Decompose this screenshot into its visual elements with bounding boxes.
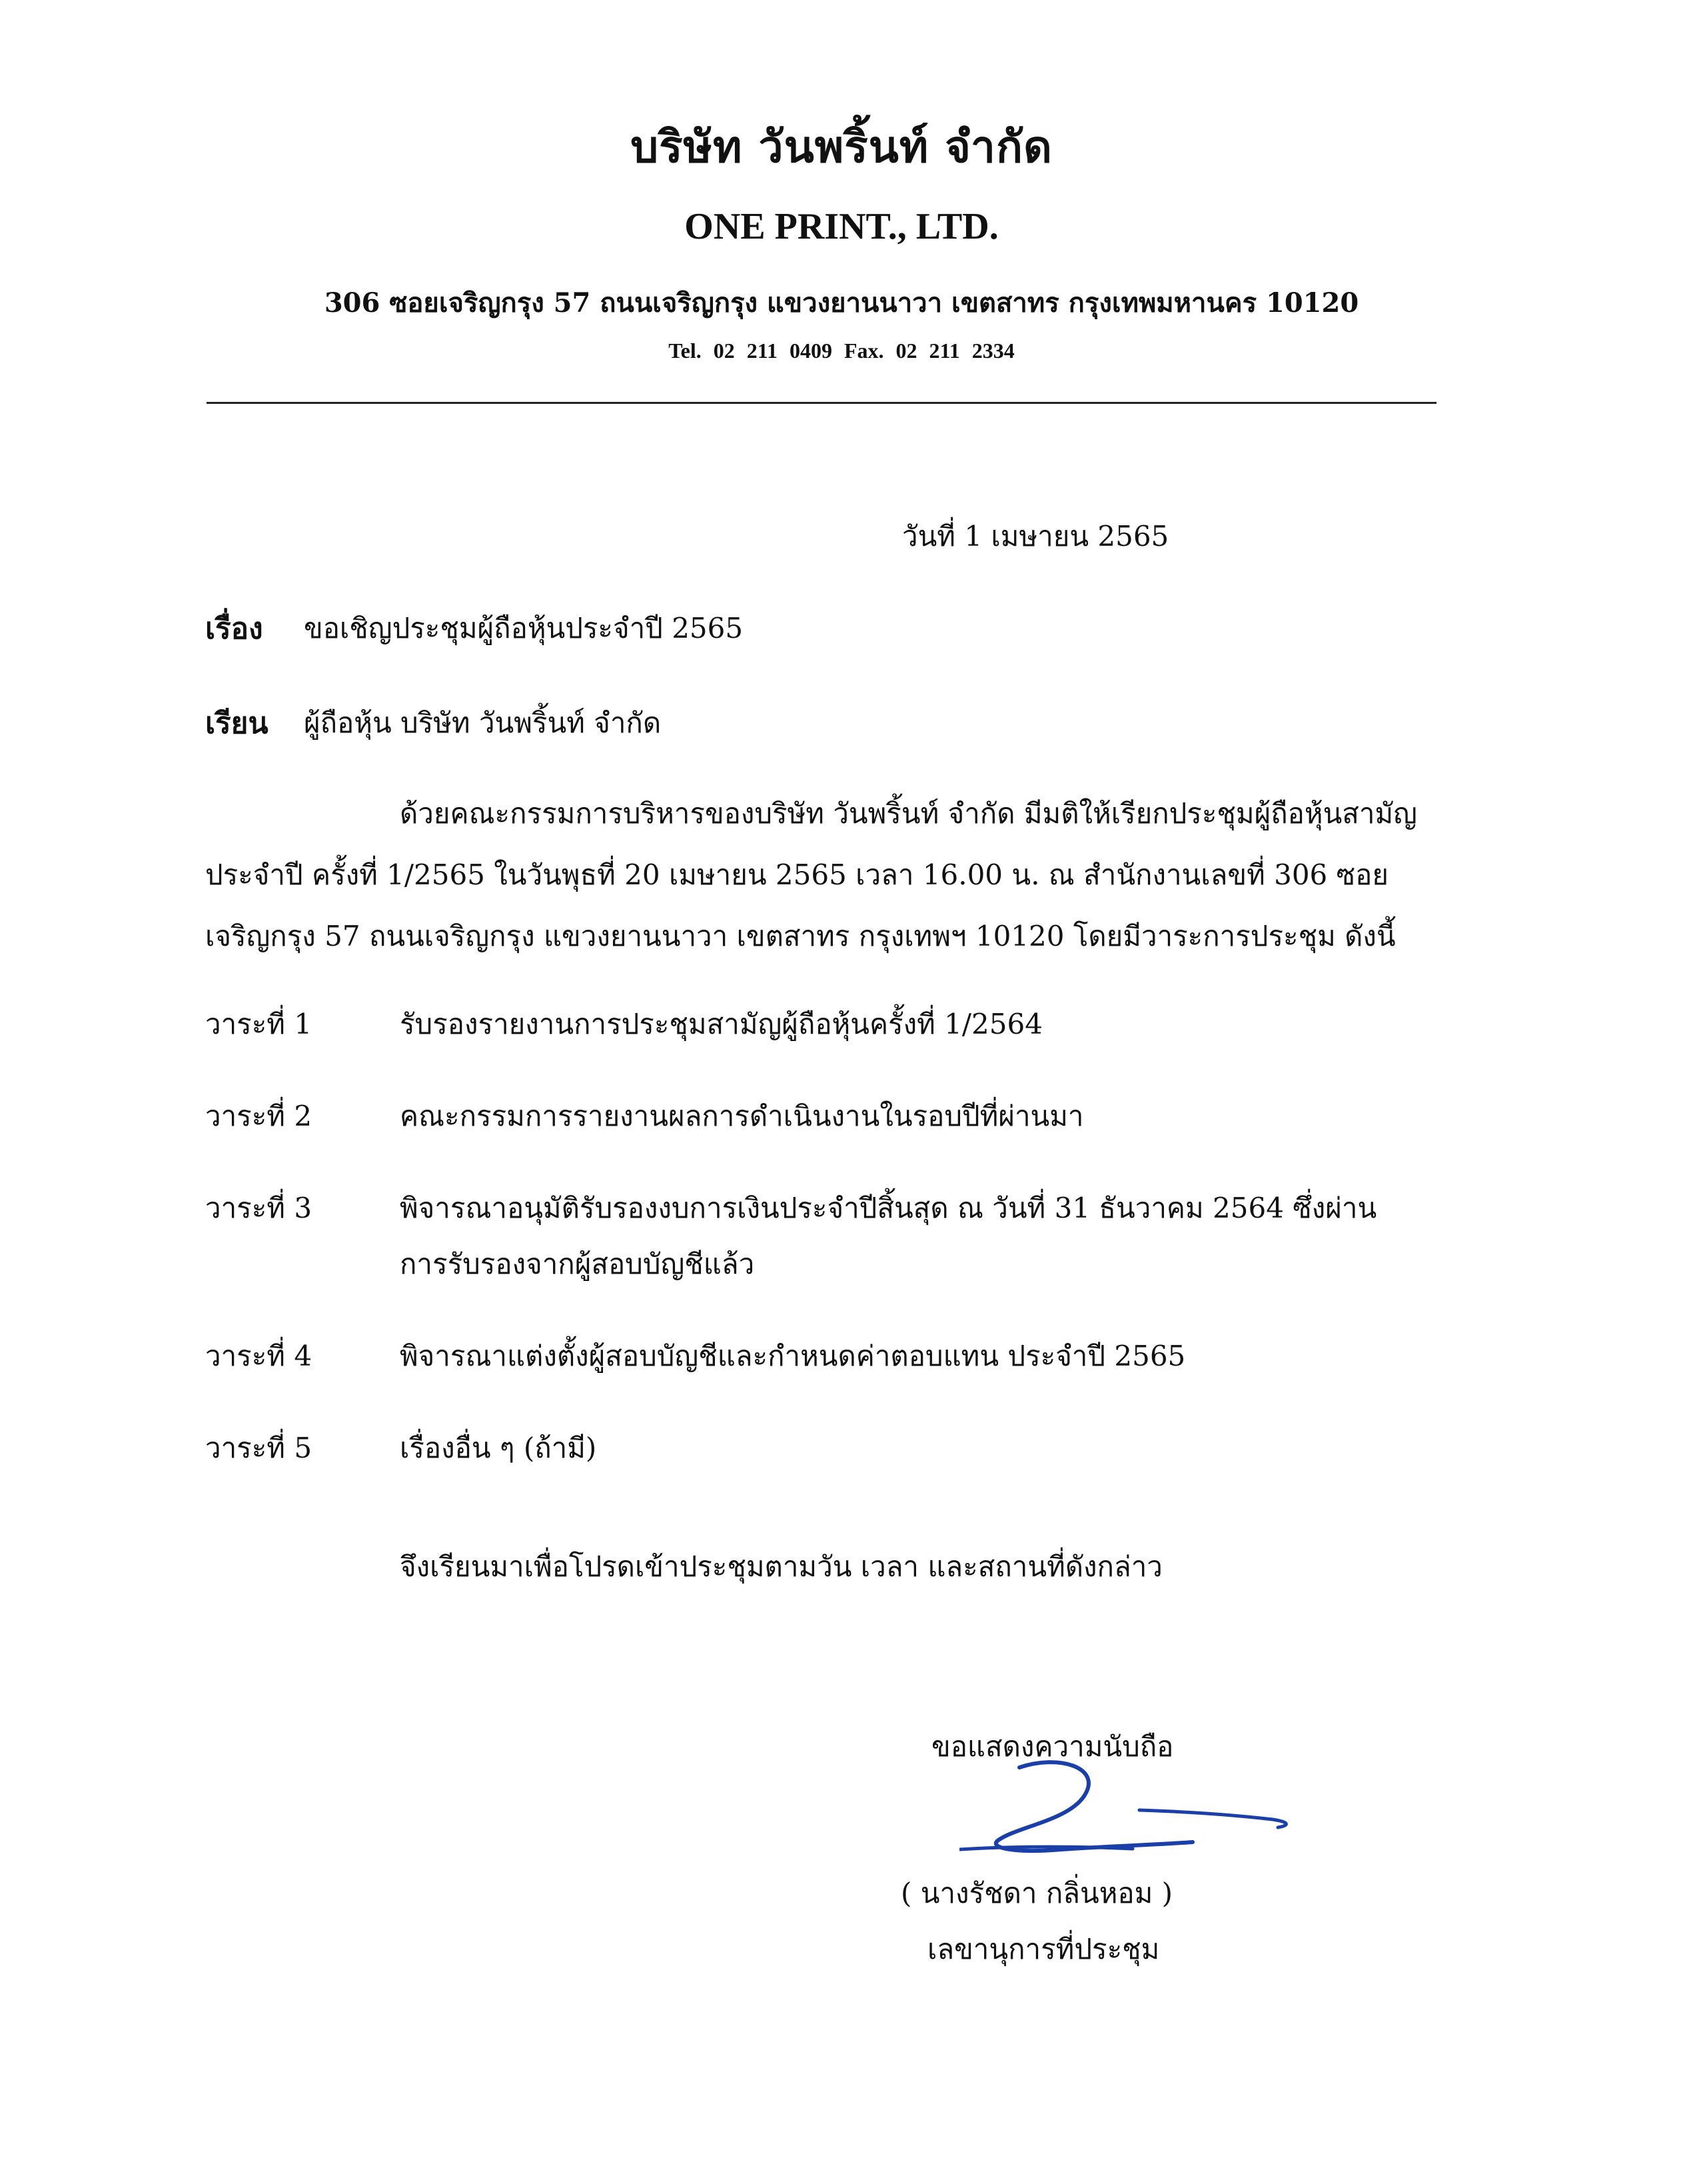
agenda-item-text: คณะกรรมการรายงานผลการดำเนินงานในรอบปีที่ผ่านมา (400, 1100, 1084, 1132)
agenda-label: วาระที่ 5 (205, 1432, 312, 1464)
subject-label: เรื่อง (205, 612, 263, 646)
agenda-item-text: รับรองรายงานการประชุมสามัญผู้ถือหุ้นครั้งที่ 1/2564 (400, 1008, 1043, 1040)
company-name-english: ONE PRINT., LTD. (684, 206, 999, 247)
company-address: 306 ซอยเจริญกรุง 57 ถนนเจริญกรุง แขวงยานนาวา เขตสาทร กรุงเทพมหานคร 10120 (324, 287, 1359, 319)
agenda-label: วาระที่ 4 (205, 1340, 312, 1372)
body-line: เจริญกรุง 57 ถนนเจริญกรุง แขวงยานนาวา เขตสาทร กรุงเทพฯ 10120 โดยมีวาระการประชุม ดังนี้ (205, 920, 1396, 952)
closing-request: จึงเรียนมาเพื่อโปรดเข้าประชุมตามวัน เวลา และสถานที่ดังกล่าว (400, 1550, 1163, 1583)
company-contact: Tel. 02 211 0409 Fax. 02 211 2334 (668, 339, 1015, 363)
signer-name: ( นางรัชดา กลิ่นหอม ) (901, 1877, 1173, 1909)
body-line: ด้วยคณะกรรมการบริหารของบริษัท วันพริ้นท์ จำกัด มีมติให้เรียกประชุมผู้ถือหุ้นสามัญ (400, 797, 1417, 830)
agenda-item-text: พิจารณาแต่งตั้งผู้สอบบัญชีและกำหนดค่าตอบแทน ประจำปี 2565 (400, 1340, 1186, 1372)
agenda-label: วาระที่ 3 (205, 1192, 312, 1224)
agenda-item-text: พิจารณาอนุมัติรับรองงบการเงินประจำปีสิ้นสุด ณ วันที่ 31 ธันวาคม 2564 ซึ่งผ่าน (400, 1192, 1377, 1224)
addressee-label: เรียน (205, 706, 269, 740)
signer-title: เลขานุการที่ประชุม (927, 1933, 1160, 1965)
letterhead-divider (207, 402, 1436, 404)
addressee-text: ผู้ถือหุ้น บริษัท วันพริ้นท์ จำกัด (304, 706, 662, 739)
closing-regards: ขอแสดงความนับถือ (931, 1730, 1174, 1763)
body-line: ประจำปี ครั้งที่ 1/2565 ในวันพุธที่ 20 เมษายน 2565 เวลา 16.00 น. ณ สำนักงานเลขที่ 306 ซอย (205, 858, 1389, 891)
company-name-thai: บริษัท วันพริ้นท์ จำกัด (630, 121, 1053, 173)
agenda-item-text: การรับรองจากผู้สอบบัญชีแล้ว (400, 1248, 755, 1280)
letter-date: วันที่ 1 เมษายน 2565 (902, 520, 1169, 552)
signature-image (959, 1753, 1306, 1866)
subject-text: ขอเชิญประชุมผู้ถือหุ้นประจำปี 2565 (304, 612, 744, 644)
agenda-label: วาระที่ 1 (205, 1008, 312, 1040)
agenda-label: วาระที่ 2 (205, 1100, 312, 1132)
agenda-item-text: เรื่องอื่น ๆ (ถ้ามี) (400, 1432, 597, 1464)
